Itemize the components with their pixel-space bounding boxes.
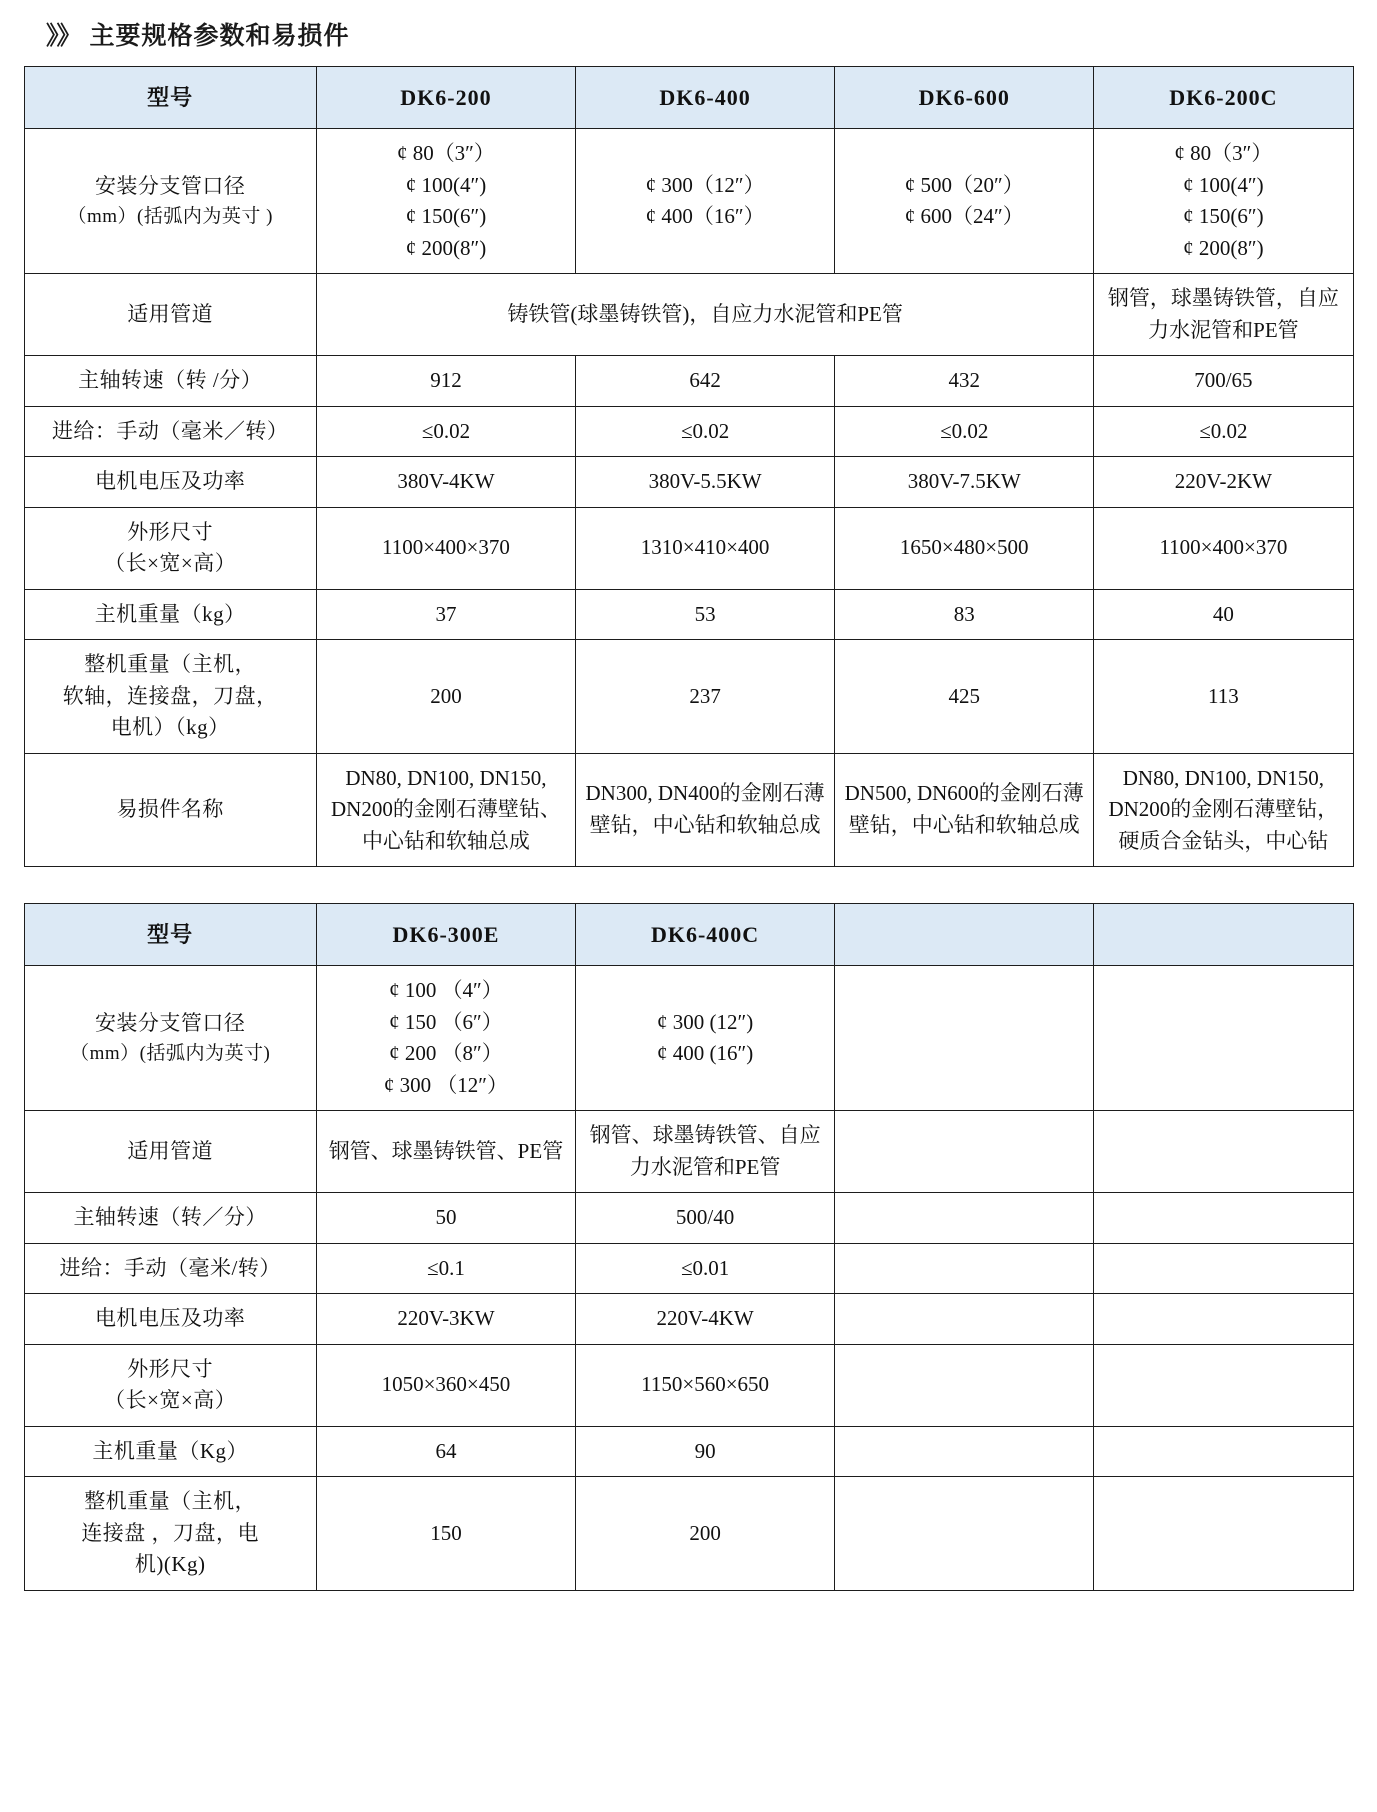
cell-wear-parts-dk6-600: DN500, DN600的金刚石薄壁钻，中心钻和软轴总成 (835, 753, 1094, 867)
cell-feed-dk6-200c: ≤0.02 (1094, 406, 1353, 457)
table-row (24, 1243, 1353, 1294)
row-label-line-1: 整机重量（主机， (84, 1489, 257, 1513)
cell-machine-weight-dk6-200: 37 (316, 589, 575, 640)
cell-wear-parts-dk6-400: DN300, DN400的金刚石薄壁钻，中心钻和软轴总成 (576, 753, 835, 867)
row-label-line-2: 连接盘 ，刀盘，电 (81, 1520, 260, 1545)
cell-spindle-speed-dk6-200c: 700/65 (1094, 356, 1353, 407)
cell-feed-dk6-300e: ≤0.1 (316, 1243, 575, 1294)
table-row (24, 1111, 1353, 1193)
row-label-machine-weight: 主机重量（Kg） (24, 1426, 316, 1477)
header-cell-dk6-600: DK6-600 (835, 67, 1094, 129)
table-row (24, 1294, 1353, 1345)
table-row (24, 640, 1353, 754)
row-label-applicable-pipes: 适用管道 (24, 274, 316, 356)
cell-feed-dk6-400c: ≤0.01 (576, 1243, 835, 1294)
cell-spindle-speed-dk6-600: 432 (835, 356, 1094, 407)
row-label-line-2: （mm）(括弧内为英寸 ) (67, 205, 273, 227)
cell-empty (1094, 1243, 1353, 1294)
row-label-spindle-speed: 主轴转速（转 /分） (24, 356, 316, 407)
row-label-spindle-speed: 主轴转速（转／分） (24, 1193, 316, 1244)
cell-applicable-pipes-dk6-200c: 钢管，球墨铸铁管，自应力水泥管和PE管 (1094, 274, 1353, 356)
cell-dimensions-dk6-400c: 1150×560×650 (576, 1344, 835, 1426)
row-label-branch-diameter (24, 966, 316, 1111)
cell-dimensions-dk6-200c: 1100×400×370 (1094, 507, 1353, 589)
row-label-line-2: （长×宽×高） (104, 551, 237, 575)
cell-empty (835, 1344, 1094, 1426)
table-row (24, 356, 1353, 407)
header-cell-model: 型号 (24, 904, 316, 966)
cell-applicable-pipes-dk6-300e: 钢管、球墨铸铁管、PE管 (316, 1111, 575, 1193)
table-row (24, 129, 1353, 274)
cell-empty (1094, 966, 1353, 1111)
row-label-line-1: 外形尺寸 (127, 519, 214, 544)
cell-machine-weight-dk6-400c: 90 (576, 1426, 835, 1477)
cell-empty (835, 1193, 1094, 1244)
row-label-feed: 进给：手动（毫米／转） (24, 406, 316, 457)
table-row (24, 406, 1353, 457)
spec-table-2 (24, 903, 1354, 1591)
row-label-line-1: 外形尺寸 (127, 1356, 214, 1381)
page-title-text: 主要规格参数和易损件 (89, 22, 350, 50)
cell-empty (1094, 1294, 1353, 1345)
cell-applicable-pipes-merged: 铸铁管(球墨铸铁管)，自应力水泥管和PE管 (316, 274, 1093, 356)
cell-spindle-speed-dk6-200: 912 (316, 356, 575, 407)
cell-branch-diameter-dk6-200: ¢ 80（3″） ¢ 100(4″) ¢ 150(6″) ¢ 200(8″) (316, 129, 575, 274)
cell-branch-diameter-dk6-400c: ¢ 300 (12″) ¢ 400 (16″) (576, 966, 835, 1111)
cell-dimensions-dk6-400: 1310×410×400 (576, 507, 835, 589)
cell-empty (1094, 1344, 1353, 1426)
cell-empty (1094, 1477, 1353, 1591)
row-label-line-3: 电机）（kg） (110, 715, 230, 739)
cell-branch-diameter-dk6-200c: ¢ 80（3″） ¢ 100(4″) ¢ 150(6″) ¢ 200(8″) (1094, 129, 1353, 274)
row-label-motor-power: 电机电压及功率 (24, 1294, 316, 1345)
cell-feed-dk6-600: ≤0.02 (835, 406, 1094, 457)
row-label-line-1: 安装分支管口径 (94, 1011, 246, 1035)
cell-wear-parts-dk6-200c: DN80, DN100, DN150, DN200的金刚石薄壁钻，硬质合金钻头，中心钻 (1094, 753, 1353, 867)
cell-motor-power-dk6-200: 380V-4KW (316, 457, 575, 508)
cell-total-weight-dk6-400c: 200 (576, 1477, 835, 1591)
header-cell-dk6-200c: DK6-200C (1094, 67, 1353, 129)
row-label-motor-power: 电机电压及功率 (24, 457, 316, 508)
table-row (24, 274, 1353, 356)
cell-dimensions-dk6-600: 1650×480×500 (835, 507, 1094, 589)
table-row (24, 589, 1353, 640)
table-row (24, 1344, 1353, 1426)
row-label-dimensions (24, 507, 316, 589)
header-cell-empty-2 (1094, 904, 1353, 966)
row-label-line-3: 机)(Kg) (134, 1552, 206, 1576)
row-label-total-weight (24, 1477, 316, 1591)
cell-branch-diameter-dk6-400: ¢ 300（12″） ¢ 400（16″） (576, 129, 835, 274)
row-label-line-2: （长×宽×高） (104, 1388, 237, 1412)
table-row (24, 1477, 1353, 1591)
table-row (24, 966, 1353, 1111)
cell-total-weight-dk6-600: 425 (835, 640, 1094, 754)
cell-branch-diameter-dk6-300e: ¢ 100 （4″） ¢ 150 （6″） ¢ 200 （8″） ¢ 300 （12″） (316, 966, 575, 1111)
cell-motor-power-dk6-400: 380V-5.5KW (576, 457, 835, 508)
cell-dimensions-dk6-200: 1100×400×370 (316, 507, 575, 589)
cell-machine-weight-dk6-600: 83 (835, 589, 1094, 640)
header-cell-empty-1 (835, 904, 1094, 966)
page-title (46, 16, 1355, 52)
cell-feed-dk6-200: ≤0.02 (316, 406, 575, 457)
header-cell-dk6-200: DK6-200 (316, 67, 575, 129)
table-row (24, 457, 1353, 508)
table-header-row (24, 904, 1353, 966)
cell-motor-power-dk6-400c: 220V-4KW (576, 1294, 835, 1345)
chevron-double-right-icon: 》》 (46, 22, 80, 50)
cell-empty (835, 1243, 1094, 1294)
row-label-line-1: 整机重量（主机， (84, 652, 257, 676)
table-row (24, 1193, 1353, 1244)
cell-branch-diameter-dk6-600: ¢ 500（20″） ¢ 600（24″） (835, 129, 1094, 274)
cell-empty (835, 966, 1094, 1111)
cell-total-weight-dk6-200: 200 (316, 640, 575, 754)
cell-machine-weight-dk6-300e: 64 (316, 1426, 575, 1477)
cell-empty (835, 1111, 1094, 1193)
table-row (24, 507, 1353, 589)
cell-dimensions-dk6-300e: 1050×360×450 (316, 1344, 575, 1426)
header-cell-dk6-400c: DK6-400C (576, 904, 835, 966)
cell-empty (1094, 1111, 1353, 1193)
cell-wear-parts-dk6-200: DN80, DN100, DN150, DN200的金刚石薄壁钻、中心钻和软轴总成 (316, 753, 575, 867)
cell-empty (835, 1426, 1094, 1477)
cell-empty (1094, 1426, 1353, 1477)
table-row (24, 753, 1353, 867)
cell-feed-dk6-400: ≤0.02 (576, 406, 835, 457)
cell-total-weight-dk6-200c: 113 (1094, 640, 1353, 754)
table-header-row (24, 67, 1353, 129)
cell-empty (835, 1477, 1094, 1591)
cell-machine-weight-dk6-400: 53 (576, 589, 835, 640)
cell-motor-power-dk6-600: 380V-7.5KW (835, 457, 1094, 508)
row-label-total-weight (24, 640, 316, 754)
header-cell-dk6-300e: DK6-300E (316, 904, 575, 966)
row-label-line-2: 软轴，连接盘，刀盘， (62, 683, 278, 708)
row-label-line-1: 安装分支管口径 (94, 174, 246, 198)
header-cell-dk6-400: DK6-400 (576, 67, 835, 129)
cell-spindle-speed-dk6-400c: 500/40 (576, 1193, 835, 1244)
cell-spindle-speed-dk6-300e: 50 (316, 1193, 575, 1244)
cell-machine-weight-dk6-200c: 40 (1094, 589, 1353, 640)
table-row (24, 1426, 1353, 1477)
cell-spindle-speed-dk6-400: 642 (576, 356, 835, 407)
cell-motor-power-dk6-300e: 220V-3KW (316, 1294, 575, 1345)
row-label-line-2: （mm）(括弧内为英寸) (70, 1042, 271, 1064)
row-label-machine-weight: 主机重量（kg） (24, 589, 316, 640)
cell-motor-power-dk6-200c: 220V-2KW (1094, 457, 1353, 508)
cell-total-weight-dk6-300e: 150 (316, 1477, 575, 1591)
cell-applicable-pipes-dk6-400c: 钢管、球墨铸铁管、自应力水泥管和PE管 (576, 1111, 835, 1193)
cell-empty (1094, 1193, 1353, 1244)
cell-total-weight-dk6-400: 237 (576, 640, 835, 754)
spec-table-1 (24, 66, 1354, 867)
row-label-feed: 进给：手动（毫米/转） (24, 1243, 316, 1294)
row-label-dimensions (24, 1344, 316, 1426)
row-label-branch-diameter (24, 129, 316, 274)
header-cell-model: 型号 (24, 67, 316, 129)
row-label-applicable-pipes: 适用管道 (24, 1111, 316, 1193)
cell-empty (835, 1294, 1094, 1345)
row-label-wear-parts: 易损件名称 (24, 753, 316, 867)
